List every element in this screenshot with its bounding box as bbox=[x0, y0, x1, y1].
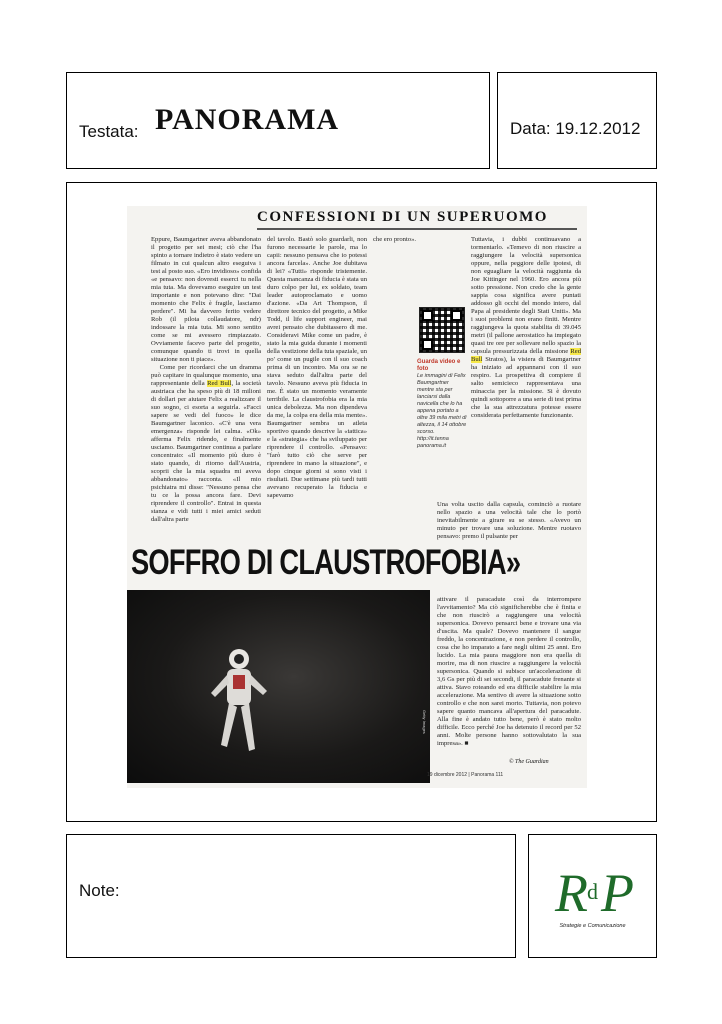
red-bull-highlight: Red Bull bbox=[207, 380, 232, 387]
column-4-text-pre: Tuttavia, i dubbi continuavano a tormentarlo. «Temevo di non riuscire a raggiungere la velocità supersonica oppure, nella peggiore delle ipotesi, di non eguagliare la velocità raggiunta da Joe Kittinger nel 1960. Ero ancora più sotto pressione. Non credo che la gente sappia cosa significa avere puntati addosso gli occhi del mondo intero, dal Papa al presidente degli Stati Uniti». Ma i suoi problemi non erano finiti. Mentre raggiungeva la quota stabilita di 39.045 metri (il pallone aerostatico ha impiegato quasi tre ore per sollevare nello spazio la capsula pressurizzata della missione bbox=[471, 236, 581, 355]
video-callout bbox=[417, 359, 467, 449]
video-title: Guarda video e foto bbox=[417, 359, 461, 372]
article-column-2: del tavolo. Bastò solo guardarli, non furono necessarie le parole, ma lo capii: nessuno pensava che io potessi ancora farcela». Anche Joe dubitava di lei? «Tutti» risponde tristemente. Questa mancanza di fiducia è stata un duro colpo per lui, ex soldato, team leader autoproclamato e uomo d'azione. «Da Art Thompson, il direttore tecnico del progetto, a Mike Todd, il life support engineer, mai avrei pensato che dubitassero di me. Consideravi Mike come un padre, è stato la mia guida durante i momenti della vestizione della tuta spaziale, un po' come un pugile con il suo coach prima di un incontro. Ma ora se ne stava seduto dall'altra parte del tavolo. Nessuno aveva più fiducia in me. È stato un momento veramente terribile. La claustrofobia era la mia unica debolezza. Ma non dipendeva da me, la colpa era della mia mente». Baumgartner sembra un atleta sportivo quando descrive la «tattica» e la «strategia» che ha sviluppato per riprendere il controllo. «Pensavo: "farò tutto ciò che serve per riprendere in mano la situazione", e dopo cinque giorni si sono visti i risultati. Due settimane più tardi tutti avevano recuperato la fiducia e sapevamo bbox=[267, 236, 367, 499]
qr-code[interactable] bbox=[419, 307, 465, 353]
testata-label: Testata: bbox=[79, 122, 139, 141]
logo-tagline: Strategie e Comunicazione bbox=[559, 923, 626, 929]
red-bull-highlight: Red Bull bbox=[471, 348, 581, 363]
photo-credit: Getty Images bbox=[422, 710, 427, 734]
article-box bbox=[66, 182, 657, 822]
column-1-text: Eppure, Baumgartner aveva abbandonato il progetto per sei mesi; ciò che l'ha spinto a tornare indietro è stato vedere un filmato in cui qualcun altro eseguiva i test al posto suo. «Ero invidioso» confida «e pensavo: non dovresti esserci tu nella mia tuta. Ma dovevamo eseguire un test importante e non potevano dire: "Dai momento che Felix è fragile, lasciamo perdere". Mi ha davvero ferito vedere Rob (il pilota collaudatore, ndr) indossare la mia tuta. Mi sono sentito come se mi avessero rimpiazzato. Ovviamente facevo parte del progetto, comunque quando ti trovi in quella situazione non ti piace». bbox=[151, 236, 261, 363]
panorama-masthead: PANORAMA bbox=[155, 103, 340, 136]
testata-box bbox=[66, 72, 490, 169]
rubric-rule bbox=[257, 228, 577, 230]
article-scan bbox=[127, 206, 587, 788]
article-column-4 bbox=[471, 236, 581, 514]
article-column-5: Una volta uscito dalla capsula, cominciò a ruotare nello spazio a una velocità tale che lo portò inevitabilmente a girare su se stesso. «Avevo un minuto per trovare una soluzione. Mentre ruotavo pensavo: premo il pulsante per bbox=[437, 501, 581, 540]
note-label: Note: bbox=[79, 881, 120, 900]
article-title: SOFFRO DI CLAUSTROFOBIA» bbox=[131, 543, 521, 582]
note-box bbox=[66, 834, 516, 958]
qr-finder bbox=[422, 339, 433, 350]
date-box bbox=[497, 72, 657, 169]
page-footer: 19 dicembre 2012 | Panorama 111 bbox=[427, 772, 504, 778]
article-column-6: attivare il paracadute così da interrompere l'avvitamento? Ma ciò significherebbe che è finita e che non riuscirò a raggiungere una velocità supersonica. Dovevo pensarci bene e trovare una via d'uscita. Ma quale? Dovevo mantenere il sangue freddo, la concentrazione, e non perdere il controllo, cosa che ho imparato a fare negli ultimi 25 anni. Ero lucido. La mia paura maggiore non era quella di morire, ma di non riuscire a raggiungere la velocità supersonica. Quando si subisce un'accelerazione di 3,6 Gs per più di sei secondi, il paracadute frenante si attiva. Stavo roteando ed era difficile stabilire la mia accelerazione. Ma sentivo di avere la situazione sotto controllo e che non sarei morto. Tuttavia, non potevo sapere quanto mancava all'apertura del paracadute. Alla fine è andato tutto bene, però è stato molto difficile. Ecco perché Joe ha detenuto il record per 52 anni. Molte persone hanno sottovalutato la sua impresa». ■ bbox=[437, 596, 581, 747]
guardian-credit: © The Guardian bbox=[509, 759, 549, 765]
qr-finder bbox=[422, 310, 433, 321]
rdp-logo bbox=[553, 859, 639, 923]
article-rubric: CONFESSIONI DI UN SUPERUOMO bbox=[257, 209, 548, 225]
column-4-text-post: Stratos), la visiera di Baumgartner ha iniziato ad appannarsi con il suo respiro. La prospettiva di compiere il salto semicieco rappresentava una minaccia per la missione. Si è dovuto quindi sottoporre a una serie di test prima che la sua attrezzatura potesse essere considerata perfettamente funzionante. bbox=[471, 356, 581, 419]
svg-text:R: R bbox=[555, 863, 588, 923]
column-1b-text-post: , la società austriaca che ha speso più di 18 milioni di dollari per aiutare Felix a realizzare il suo sogno, ci esorta a seguirla. «Facci sapere se vedi del fuoco» le dice Baumgartner laconico. «C'è una vera emergenza» risponde lei calma. «Ok» afferma Felix ridendo, e finalmente usciamo. Baumgartner continua a parlare concentrato: «Il momento più duro è stato quando, di ritorno dall'Austria, scoprii che la mia squadra mi aveva abbandonato» racconta. «Il mio psichiatra mi disse: "Nessuno pensa che tu ce la possa ancora fare. Devi riprendere il controllo". Entrai in questa stanza e vidi tutti i miei amici seduti dall'altra parte bbox=[151, 380, 261, 523]
article-photo bbox=[127, 590, 430, 783]
date-label: Data: 19.12.2012 bbox=[510, 119, 641, 138]
qr-finder bbox=[451, 310, 462, 321]
logo-box bbox=[528, 834, 657, 958]
astronaut-figure bbox=[209, 645, 269, 765]
svg-text:P: P bbox=[601, 863, 634, 923]
svg-text:d: d bbox=[587, 879, 598, 904]
column-1b-text-pre: Come per ricordarci che un dramma può capitare in qualunque momento, una rappresentante della bbox=[151, 364, 261, 387]
article-column-1 bbox=[151, 236, 261, 523]
article-column-3: che ero pronto». bbox=[373, 236, 417, 243]
video-caption: Le immagini di Felix Baumgartner mentre sta per lanciarsi dalla navicella che lo ha appena portato a oltre 39 mila metri di altezza, il 14 ottobre scorso. http://it.tenna panorama.it bbox=[417, 373, 467, 449]
